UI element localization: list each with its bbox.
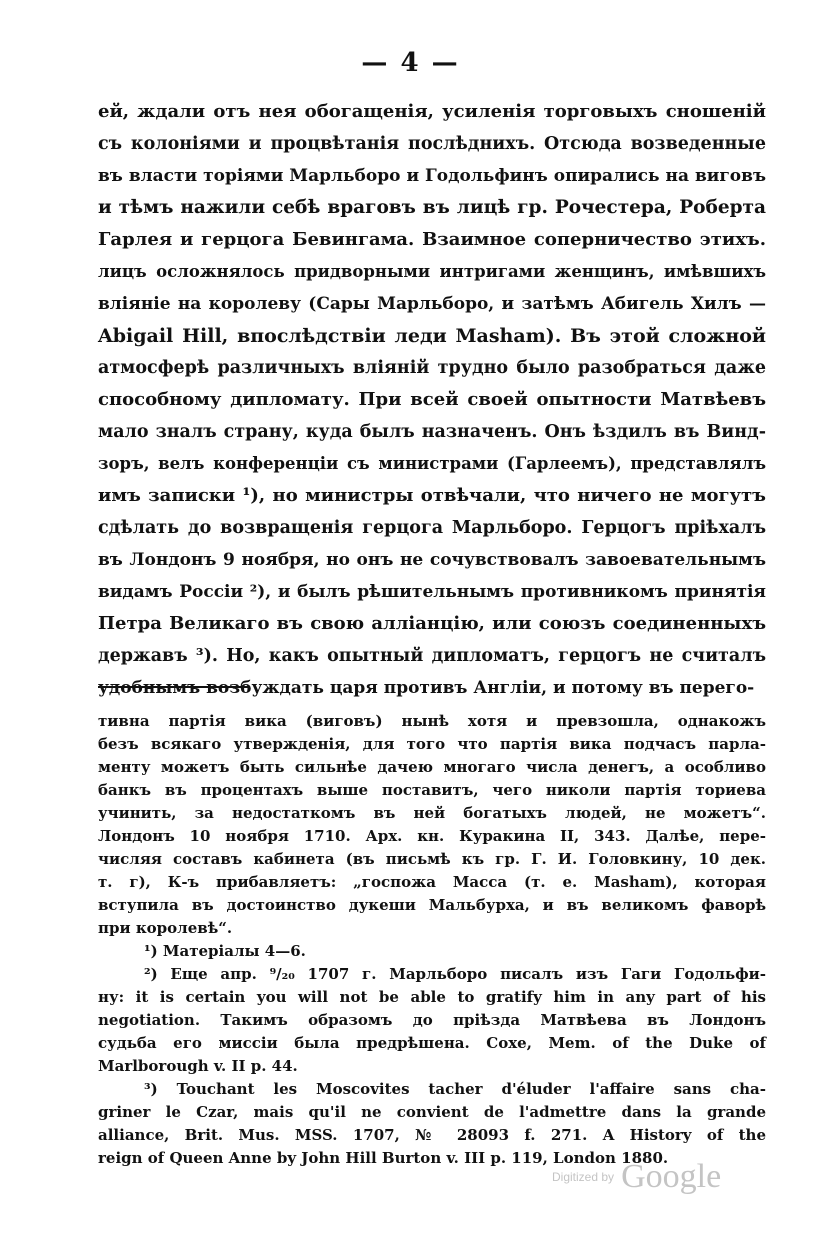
page-number: — 4 — <box>361 48 460 78</box>
body-text <box>98 96 766 704</box>
footnote-line: безъ всякаго утвержденія, для того что партія вика подчасъ парла- <box>98 735 766 753</box>
body-line: атмосферѣ различныхъ вліяній трудно было разобраться даже <box>98 358 766 378</box>
footnote-line: reign of Queen Anne by John Hill Burton v. III p. 119, London 1880. <box>98 1149 669 1167</box>
footnote-3: ³) Touchant les Moscovites tacher d'éluder l'affaire sans cha- <box>144 1080 766 1098</box>
footnote-line: griner le Czar, mais qu'il ne convient de l'admettre dans la grande <box>98 1103 766 1121</box>
footnote-1: ¹) Матеріалы 4—6. <box>144 942 306 960</box>
footnote-line: тивна партія вика (виговъ) нынѣ хотя и превзошла, однакожъ <box>98 712 766 730</box>
footnote-line: ну: it is certain you will not be able to gratify him in any part of his <box>98 988 766 1006</box>
body-line: зоръ, велъ конференціи съ министрами (Гарлеемъ), представлялъ <box>98 454 766 473</box>
google-logo: Google <box>621 1158 722 1195</box>
body-line: видамъ Россіи ²), и былъ рѣшительнымъ противникомъ принятія <box>98 582 766 602</box>
body-line: державъ ³). Но, какъ опытный дипломатъ, герцогъ не считалъ <box>98 646 766 666</box>
footnote-line: судьба его миссіи была предрѣшена. Coxe, Mem. of the Duke of <box>98 1034 766 1052</box>
footnote-line: банкъ въ процентахъ выше поставитъ, чего николи партія ториева <box>98 781 766 799</box>
footnote-line: alliance, Brit. Mus. MSS. 1707, № 28093 f. 271. A History of the <box>98 1126 766 1144</box>
body-line: ей, ждали отъ нея обогащенія, усиленія торговыхъ сношеній <box>98 101 766 122</box>
body-line: способному дипломату. При всей своей опытности Матвѣевъ <box>98 389 766 410</box>
body-line: удобнымъ возбуждать царя противъ Англіи, и потому въ перего- <box>98 678 755 698</box>
footnotes <box>98 710 766 1170</box>
body-line: въ власти торіями Марльборо и Годольфинъ опирались на виговъ <box>98 166 766 186</box>
footnote-line: negotiation. Такимъ образомъ до пріѣзда Матвѣева въ Лондонъ <box>98 1011 766 1029</box>
footnote-divider <box>98 686 250 688</box>
body-line: сдѣлать до возвращенія герцога Марльборо. Герцогъ пріѣхалъ <box>98 518 766 538</box>
body-line: съ колоніями и процвѣтанія послѣднихъ. Отсюда возведенные <box>98 134 766 154</box>
body-line: Гарлея и герцога Бевингама. Взаимное соперничество этихъ. <box>98 229 766 250</box>
footnote-2: ²) Еще апр. ⁹/₂₀ 1707 г. Марльборо писалъ изъ Гаги Годольфи- <box>144 965 766 983</box>
digitized-by-watermark <box>552 1158 721 1196</box>
footnote-line: числяя составъ кабинета (въ письмѣ къ гр. Г. И. Головкину, 10 дек. <box>98 850 766 868</box>
body-line: Abigail Hill, впослѣдствіи леди Masham). Въ этой сложной <box>98 325 766 347</box>
watermark-prefix: Digitized by <box>552 1170 615 1184</box>
body-line: Петра Великаго въ свою алліанцію, или союзъ соединенныхъ <box>98 613 766 634</box>
body-line: и тѣмъ нажили себѣ враговъ въ лицѣ гр. Рочестера, Роберта <box>98 197 766 218</box>
footnote-line: учинить, за недостаткомъ въ ней богатыхъ людей, не можетъ“. <box>98 804 766 822</box>
body-line: имъ записки ¹), но министры отвѣчали, что ничего не могутъ <box>98 485 766 506</box>
footnote-line: Marlborough v. II p. 44. <box>98 1057 298 1075</box>
body-line: въ Лондонъ 9 ноября, но онъ не сочувствовалъ завоевательнымъ <box>98 550 766 570</box>
footnote-line: менту можетъ быть сильнѣе дачею многаго числа денегъ, а особливо <box>98 758 766 776</box>
body-line: вліяніе на королеву (Сары Марльборо, и затѣмъ Абигель Хилъ — <box>98 294 766 314</box>
body-line: мало зналъ страну, куда былъ назначенъ. Онъ ѣздилъ въ Винд- <box>98 422 766 442</box>
footnote-line: Лондонъ 10 ноября 1710. Арх. кн. Куракина II, 343. Далѣе, пере- <box>98 827 766 845</box>
footnote-line: при королевѣ“. <box>98 919 233 937</box>
footnote-line: т. г), К-ъ прибавляетъ: „госпожа Масса (т. е. Masham), которая <box>98 873 766 891</box>
body-line: лицъ осложнялось придворными интригами женщинъ, имѣвшихъ <box>98 262 766 281</box>
footnote-line: вступила въ достоинство дукеши Мальбурха, и въ великомъ фаворѣ <box>98 896 766 914</box>
